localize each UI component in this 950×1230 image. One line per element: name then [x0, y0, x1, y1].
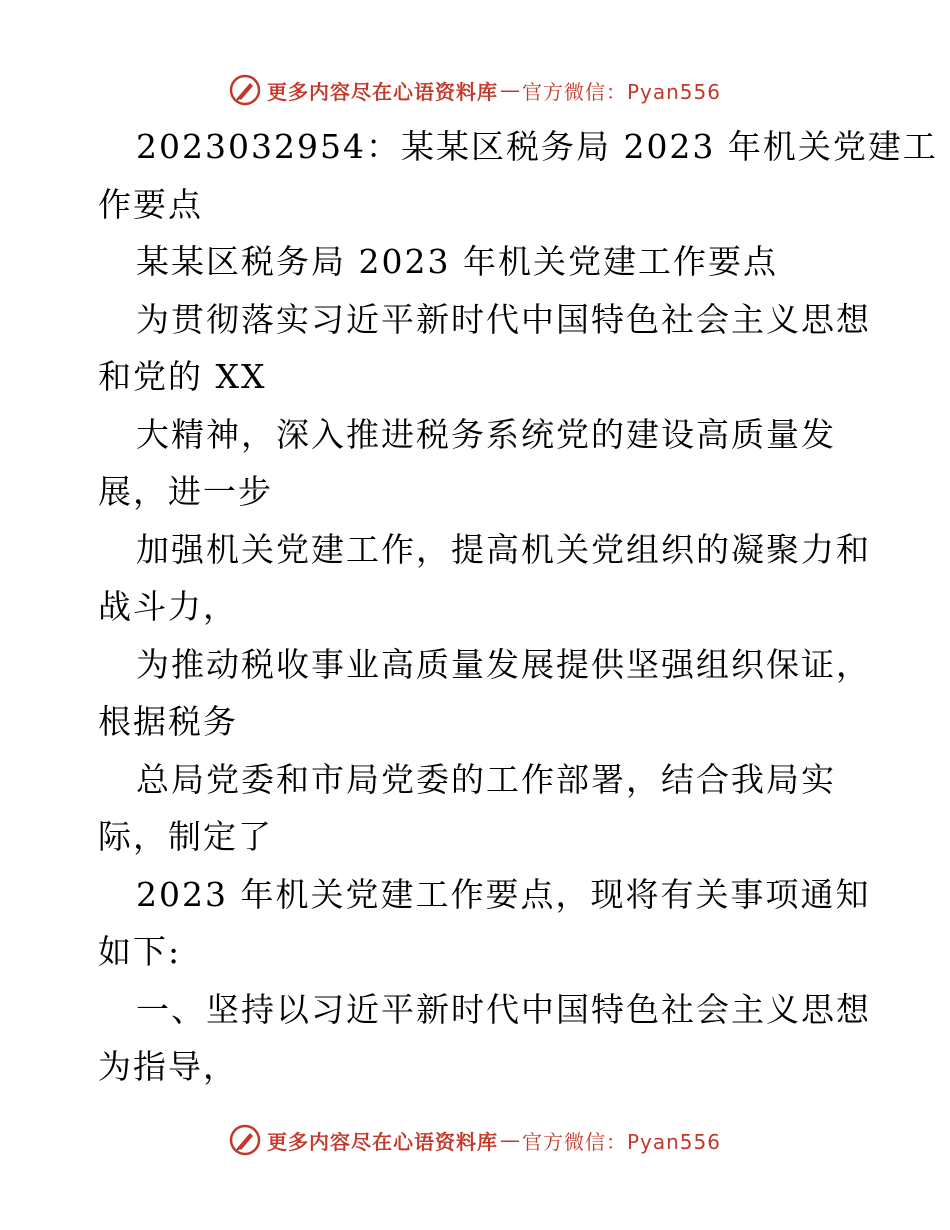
doc-line: 战斗力， [98, 587, 238, 626]
document-body [98, 118, 938, 1096]
watermark-separator: — [499, 78, 520, 102]
doc-line: 某某区税务局 2023 年机关党建工作要点 [136, 242, 778, 281]
footer-watermark [0, 1120, 950, 1160]
doc-line: 和党的 XX [98, 357, 267, 396]
pen-logo-icon [229, 1124, 261, 1156]
watermark-contact: 官方微信：Pyan556 [521, 79, 721, 104]
doc-line: 作要点 [98, 184, 203, 224]
doc-line: 加强机关党建工作，提高机关党组织的凝聚力和 [136, 529, 871, 569]
doc-line: 一、坚持以习近平新时代中国特色社会主义思想 [136, 989, 871, 1029]
doc-line: 展，进一步 [98, 472, 273, 511]
header-watermark [0, 70, 950, 110]
doc-line: 为指导， [98, 1047, 238, 1086]
doc-line: 大精神，深入推进税务系统党的建设高质量发 [136, 414, 836, 454]
doc-line: 为推动税收事业高质量发展提供坚强组织保证， [136, 644, 871, 684]
watermark-separator: — [499, 1128, 520, 1152]
doc-line: 根据税务 [98, 702, 238, 741]
doc-line: 2023032954：某某区税务局 2023 年机关党建工 [136, 127, 938, 166]
watermark-contact: 官方微信：Pyan556 [521, 1129, 721, 1154]
doc-line: 为贯彻落实习近平新时代中国特色社会主义思想 [136, 299, 871, 339]
doc-line: 2023 年机关党建工作要点，现将有关事项通知 [136, 874, 871, 914]
watermark-text: 更多内容尽在心语资料库 [266, 1129, 498, 1154]
watermark-text: 更多内容尽在心语资料库 [266, 79, 498, 104]
doc-line: 总局党委和市局党委的工作部署，结合我局实 [136, 759, 836, 799]
pen-logo-icon [229, 74, 261, 106]
doc-line: 如下: [98, 932, 182, 971]
doc-line: 际，制定了 [98, 817, 273, 856]
